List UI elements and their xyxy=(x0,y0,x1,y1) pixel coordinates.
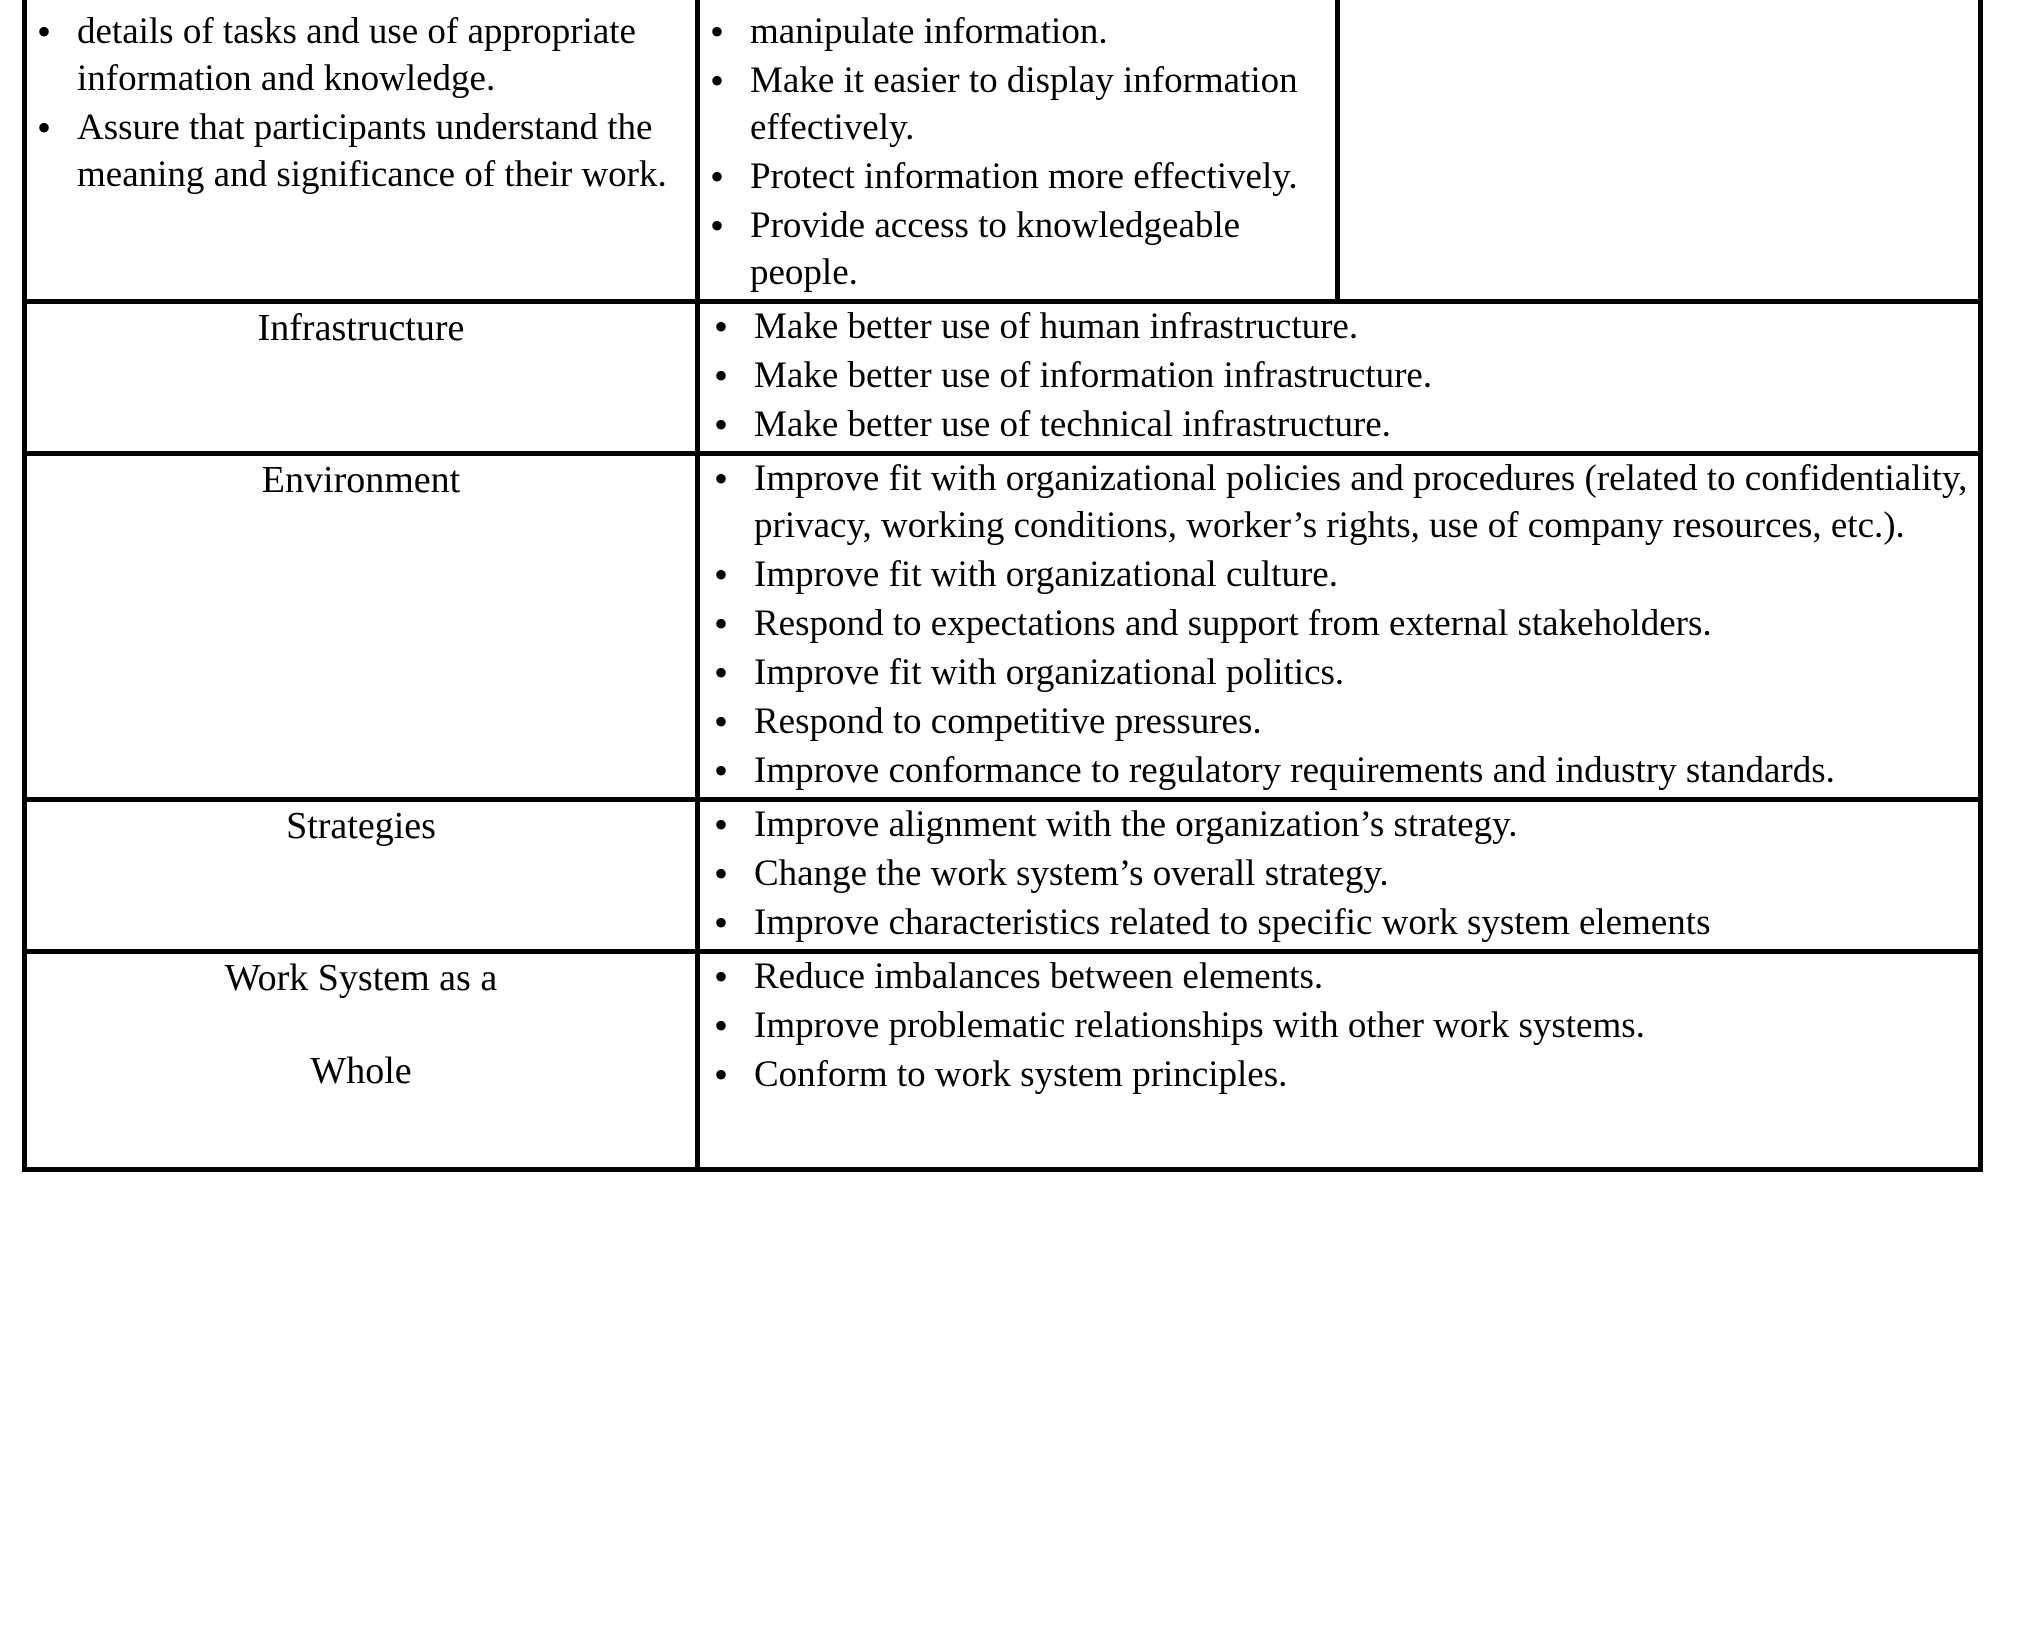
table-row xyxy=(25,951,1981,1169)
list-item: • Make better use of technical infrastructure. xyxy=(700,402,1978,449)
table-row xyxy=(25,453,1981,799)
list-item: • Improve fit with organizational politics. xyxy=(700,650,1978,697)
work-system-as-a-whole-bullet-list xyxy=(700,954,1978,1099)
row-label-infrastructure: Infrastructure xyxy=(25,301,698,453)
row-label-line-1: Work System as a xyxy=(224,956,498,999)
environment-bullet-list xyxy=(700,456,1978,795)
table-row xyxy=(25,799,1981,951)
list-item: • Change the work system’s overall strategy. xyxy=(700,851,1978,898)
list-item: • Provide access to knowledgeable people. xyxy=(700,203,1335,297)
table-row xyxy=(25,301,1981,453)
strategies-bullet-list xyxy=(700,802,1978,947)
work-system-elements-table xyxy=(22,0,1983,1172)
environment-content xyxy=(698,453,1981,799)
list-item: • details of tasks and use of appropriate information and knowledge. xyxy=(27,9,695,103)
information-cell xyxy=(698,0,1338,301)
table-row xyxy=(25,0,1981,301)
cell-bottom-spacer xyxy=(700,1101,1978,1167)
list-item: • Improve characteristics related to specific work system elements xyxy=(700,900,1978,947)
row-label-strategies: Strategies xyxy=(25,799,698,951)
list-item: • Improve conformance to regulatory requirements and industry standards. xyxy=(700,748,1978,795)
row-label-line-2: Whole xyxy=(310,1050,412,1093)
list-item: • Assure that participants understand the meaning and significance of their work. xyxy=(27,105,695,199)
infrastructure-bullet-list xyxy=(700,304,1978,449)
list-item: • Respond to expectations and support from external stakeholders. xyxy=(700,601,1978,648)
list-item: • Improve fit with organizational culture. xyxy=(700,552,1978,599)
strategies-content xyxy=(698,799,1981,951)
list-item: • Improve fit with organizational policies and procedures (related to confidentiality, privacy, working conditions, worker’s rights, use of company resources, etc.). xyxy=(700,456,1978,550)
information-bullet-list xyxy=(700,9,1335,297)
list-item: • Improve alignment with the organization’s strategy. xyxy=(700,802,1978,849)
list-item: • Respond to competitive pressures. xyxy=(700,699,1978,746)
technologies-cell xyxy=(1338,0,1981,301)
participants-cell xyxy=(25,0,698,301)
infrastructure-content xyxy=(698,301,1981,453)
list-item: • Protect information more effectively. xyxy=(700,154,1335,201)
participants-bullet-list xyxy=(27,9,695,199)
list-item: • Reduce imbalances between elements. xyxy=(700,954,1978,1001)
row-label-spacer xyxy=(27,1003,695,1047)
list-item: • Conform to work system principles. xyxy=(700,1052,1978,1099)
list-item: • Make better use of human infrastructure. xyxy=(700,304,1978,351)
list-item: • manipulate information. xyxy=(700,9,1335,56)
row-label-environment: Environment xyxy=(25,453,698,799)
work-system-as-a-whole-content xyxy=(698,951,1981,1169)
list-item: • Improve problematic relationships with other work systems. xyxy=(700,1003,1978,1050)
list-item: • Make it easier to display information effectively. xyxy=(700,58,1335,152)
list-item: • Make better use of information infrastructure. xyxy=(700,353,1978,400)
row-label-work-system-as-a-whole xyxy=(25,951,698,1169)
